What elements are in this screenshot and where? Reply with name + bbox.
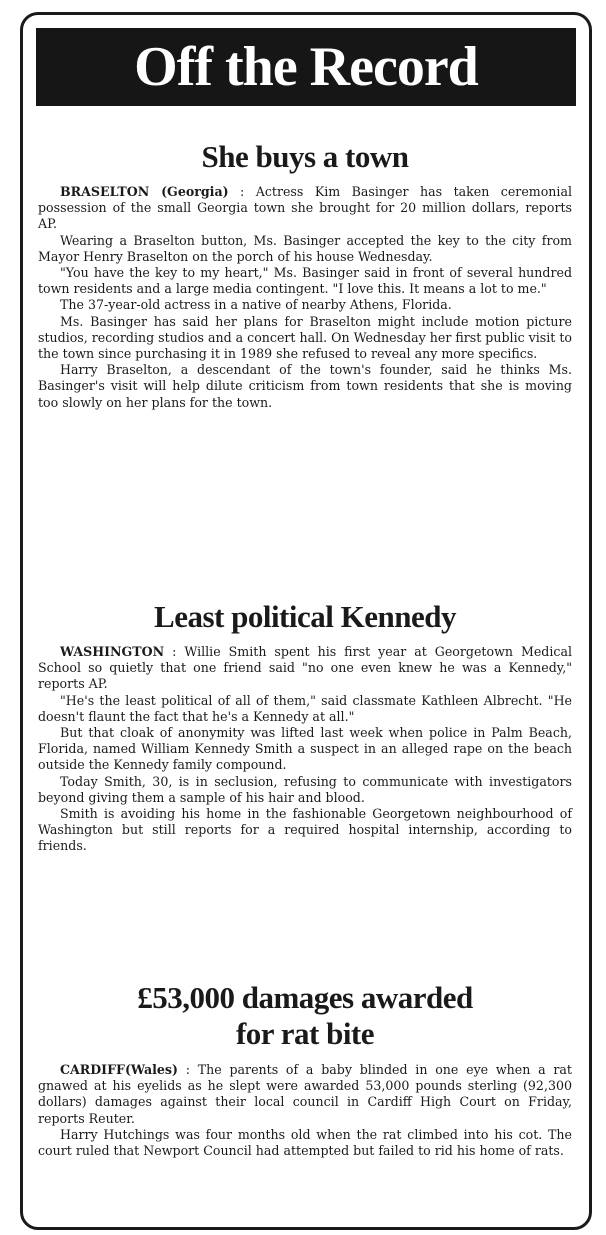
story-headline: [38, 980, 572, 1052]
story-paragraph: Ms. Basinger has said her plans for Braselton might include motion picture studios, recording studios and a concert hall. On Wednesday her first public visit to the town since purchasing it in 1989 she refused to reveal any more specifics.: [38, 313, 572, 362]
story-least-political-kennedy: [38, 598, 572, 855]
story-headline: She buys a town: [201, 139, 409, 174]
story-paragraph: But that cloak of anonymity was lifted last week when police in Palm Beach, Florida, named William Kennedy Smith a suspect in an alleged rape on the beach outside the Kennedy family compound.: [38, 725, 572, 773]
paragraph-text: : The parents of a baby blinded in one eye when a rat gnawed at his eyelids as he slept were awarded 53,000 pounds sterling (92,300 dollars) damages against their local council in Cardiff High Court on Friday, reports Reuter.: [38, 1062, 572, 1126]
headline-line: for rat bite: [235, 1016, 375, 1051]
story-paragraph: Wearing a Braselton button, Ms. Basinger accepted the key to the city from Mayor Henry Braselton on the porch of his house Wednesday.: [38, 232, 572, 264]
story-paragraph: Harry Braselton, a descendant of the town's founder, said he thinks Ms. Basinger's visit will help dilute criticism from town residents that she is moving too slowly on her plans for the town.: [38, 362, 572, 410]
story-paragraph: "You have the key to my heart," Ms. Basinger said in front of several hundred town residents and a large media contingent. "I love this. It means a lot to me.": [38, 265, 572, 297]
story-headline: Least political Kennedy: [154, 599, 456, 634]
column-title: Off the Record: [134, 36, 478, 98]
paragraph-text: : Willie Smith spent his first year at Georgetown Medical School so quietly that one friend said "no one even knew he was a Kennedy," reports AP.: [38, 644, 572, 692]
column-banner: [36, 28, 576, 106]
story-she-buys-a-town: [38, 138, 572, 411]
story-paragraph: "He's the least political of all of them," said classmate Kathleen Albrecht. "He doesn't flaunt the fact that he's a Kennedy at all.": [38, 692, 572, 724]
dateline: WASHINGTON: [60, 644, 165, 659]
story-paragraph: [38, 184, 572, 233]
story-paragraph: Harry Hutchings was four months old when the rat climbed into his cot. The court ruled that Newport Council had attempted but failed to rid his home of rats.: [38, 1126, 572, 1159]
story-paragraph: The 37-year-old actress in a native of nearby Athens, Florida.: [60, 297, 452, 313]
story-paragraph: [38, 644, 572, 693]
story-paragraph: Smith is avoiding his home in the fashionable Georgetown neighbourhood of Washington but still reports for a required hospital internship, according to friends.: [38, 806, 572, 854]
story-paragraph: Today Smith, 30, is in seclusion, refusing to communicate with investigators beyond giving them a sample of his hair and blood.: [38, 773, 572, 805]
paragraph-text: : Actress Kim Basinger has taken ceremonial possession of the small Georgia town she brought for 20 million dollars, reports AP.: [38, 184, 572, 232]
dateline: CARDIFF(Wales): [60, 1062, 178, 1077]
headline-line: £53,000 damages awarded: [137, 980, 473, 1015]
story-rat-bite-damages: [38, 980, 572, 1159]
dateline: BRASELTON (Georgia): [60, 184, 229, 199]
story-paragraph: [38, 1062, 572, 1127]
